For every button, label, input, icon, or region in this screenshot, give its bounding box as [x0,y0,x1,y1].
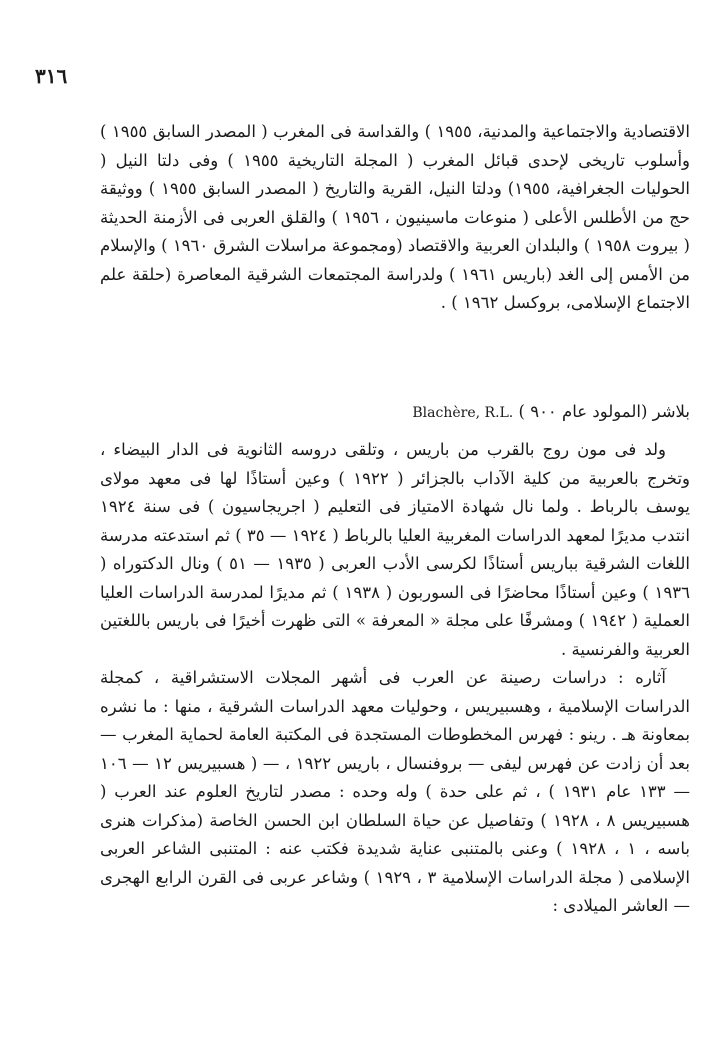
entry-heading-arabic: بلاشر (المولود عام ٩٠٠ ) [518,402,690,421]
entry-body [100,436,690,921]
entry-heading [300,398,690,427]
entry-heading-latin: Blachère, R.L. [412,405,514,421]
paragraph-bibliography-continued: الاقتصادية والاجتماعية والمدنية، ١٩٥٥ ) والقداسة فى المغرب ( المصدر السابق ١٩٥٥ ) وأسلوب تاريخى لإحدى قبائل المغرب ( المجلة التاريخية ١٩٥٥ ) وفى دلتا النيل ( الحوليات الجغرافية، ١٩٥٥) ودلتا النيل، القرية والتاريخ ( المصدر السابق ١٩٥٥ ) ووثيقة حج من الأطلس الأعلى ( منوعات ماسينيون ، ١٩٥٦ ) والقلق العربى فى الأزمنة الحديثة ( بيروت ١٩٥٨ ) والبلدان العربية والاقتصاد (ومجموعة مراسلات الشرق ١٩٦٠ ) والإسلام من الأمس إلى الغد (باريس ١٩٦١ ) ولدراسة المجتمعات الشرقية المعاصرة (حلقة علم الاجتماع الإسلامى، بروكسل ١٩٦٢ ) . [100,122,690,312]
page-number: ٣١٦ [35,64,68,88]
continued-paragraph-block [100,118,690,318]
paragraph-works: آثاره : دراسات رصينة عن العرب فى أشهر المجلات الاستشراقية ، كمجلة الدراسات الإسلامية ، وهسبيريس ، وحوليات معهد الدراسات الشرقية ، منها : ما نشره بمعاونة هـ . رينو : فهرس المخطوطات المستجدة فى المكتبة العامة لحماية المغرب — بعد أن زادت عن فهرس ليفى — بروفنسال ، باريس ١٩٢٢ ، — ( هسبيريس ١٢ — ١٠٦ — ١٣٣ عام ١٩٣١ ) ، ثم على حدة ) وله وحده : مصدر لتاريخ العلوم عند العرب ( هسبيريس ٨ ، ١٩٢٨ ) وتفاصيل عن حياة السلطان ابن الحسن الخاصة (مذكرات هنرى باسه ، ١ ، ١٩٢٨ ) وعنى بالمتنبى عناية شديدة فكتب عنه : المتنبى الشاعر العربى الإسلامى ( مجلة الدراسات الإسلامية ٣ ، ١٩٢٩ ) وشاعر عربى فى القرن الرابع الهجرى — العاشر الميلادى : [100,668,691,915]
paragraph-biography: ولد فى مون روج بالقرب من باريس ، وتلقى دروسه الثانوية فى الدار البيضاء ، وتخرج بالعربية من كلية الآداب بالجزائر ( ١٩٢٢ ) وعين أستاذًا لها فى معهد مولاى يوسف بالرباط . ولما نال شهادة الامتياز فى التعليم ( اجريجاسيون ) فى سنة ١٩٢٤ انتدب مديرًا لمعهد الدراسات المغربية العليا بالرباط ( ١٩٢٤ — ٣٥ ) ثم استدعته مدرسة اللغات الشرقية بباريس أستاذًا لكرسى الأدب العربى ( ١٩٣٥ — ٥١ ) ونال الدكتوراه ( ١٩٣٦ ) وعين أستاذًا محاضرًا فى السوربون ( ١٩٣٨ ) ثم مديرًا لمدرسة الدراسات العليا العملية ( ١٩٤٢ ) ومشرفًا على مجلة « المعرفة » التى ظهرت أخيرًا فى باريس باللغتين العربية والفرنسية . [100,440,690,659]
